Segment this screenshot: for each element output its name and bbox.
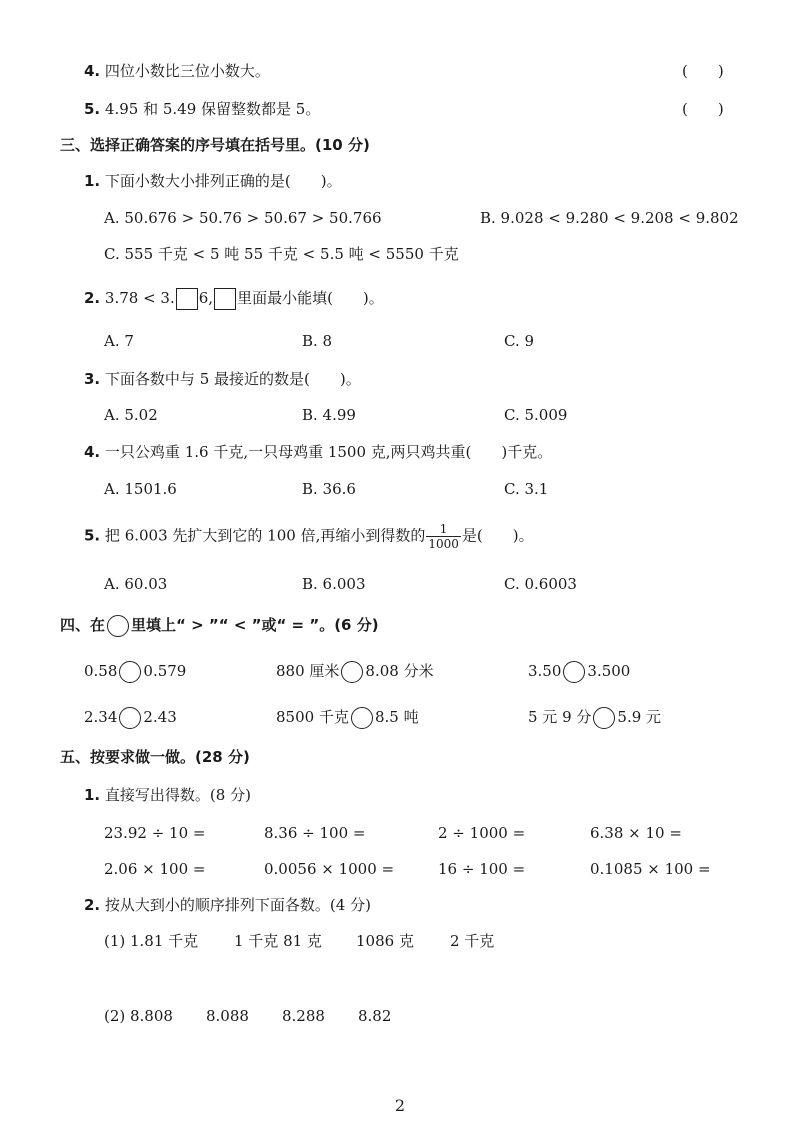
s3-q2-pre: 3.78 < 3. xyxy=(104,289,175,307)
judge-q4-text: 四位小数比三位小数大。 xyxy=(104,62,270,80)
order-item: 1.81 千克 xyxy=(130,932,199,950)
calc-item: 0.0056 × 1000 = xyxy=(264,860,395,878)
compare-right: 3.500 xyxy=(587,662,631,680)
compare-right: 2.43 xyxy=(143,708,177,726)
compare-circle[interactable] xyxy=(341,661,363,683)
calc-item: 8.36 ÷ 100 = xyxy=(264,824,366,842)
s3-q3-option-b: B. 4.99 xyxy=(302,406,356,424)
judge-q5 xyxy=(84,98,320,120)
calc-item: 2 ÷ 1000 = xyxy=(438,824,526,842)
s3-q1-text: 下面小数大小排列正确的是( )。 xyxy=(104,172,342,190)
s3-q2-number: 2. xyxy=(84,289,101,307)
judge-q5-text: 4.95 和 5.49 保留整数都是 5。 xyxy=(104,100,321,118)
blank-box[interactable] xyxy=(176,288,198,310)
judge-q4 xyxy=(84,60,270,82)
s3-q5-number: 5. xyxy=(84,526,101,545)
order-item: 8.288 xyxy=(282,1007,325,1025)
compare-circle[interactable] xyxy=(593,707,615,729)
compare-item xyxy=(276,660,434,683)
s3-q4-option-b: B. 36.6 xyxy=(302,480,356,498)
page-number: 2 xyxy=(394,1096,406,1115)
order-item: 1 千克 81 克 xyxy=(234,932,322,950)
s3-q4-option-a: A. 1501.6 xyxy=(104,480,177,498)
s5-q2 xyxy=(84,894,371,916)
s3-q3-number: 3. xyxy=(84,370,101,388)
s3-q5 xyxy=(84,522,534,551)
calc-item: 0.1085 × 100 = xyxy=(590,860,711,878)
fraction-denominator: 1000 xyxy=(428,537,459,551)
compare-right: 8.5 吨 xyxy=(374,708,419,726)
compare-right: 5.9 元 xyxy=(617,708,662,726)
calc-item: 23.92 ÷ 10 = xyxy=(104,824,206,842)
compare-circle[interactable] xyxy=(119,661,141,683)
s3-q5-option-c: C. 0.6003 xyxy=(504,575,577,593)
s3-q5-post: 是( )。 xyxy=(461,526,534,545)
s3-q1 xyxy=(84,170,342,192)
s3-q5-pre: 把 6.003 先扩大到它的 100 倍,再缩小到得数的 xyxy=(104,526,426,545)
s5-q2-number: 2. xyxy=(84,896,101,914)
compare-left: 880 厘米 xyxy=(276,662,340,680)
s5-q1 xyxy=(84,784,251,806)
compare-circle[interactable] xyxy=(351,707,373,729)
blank-box-reference xyxy=(214,288,236,310)
compare-item xyxy=(84,660,186,683)
s3-q5-option-a: A. 60.03 xyxy=(104,575,168,593)
section3-title: 三、选择正确答案的序号填在括号里。(10 分) xyxy=(60,136,370,154)
s3-q1-option-b: B. 9.028 < 9.280 < 9.208 < 9.802 xyxy=(480,209,739,227)
order-item: 1086 克 xyxy=(356,932,414,950)
order-item: 8.088 xyxy=(206,1007,249,1025)
compare-left: 2.34 xyxy=(84,708,118,726)
order-item: 8.808 xyxy=(130,1007,173,1025)
s3-q2-post: 里面最小能填( )。 xyxy=(237,289,384,307)
judge-q4-answer-parens[interactable]: ( ) xyxy=(682,62,724,80)
s3-q4-option-c: C. 3.1 xyxy=(504,480,549,498)
s5-q2-part2-label: (2) xyxy=(104,1007,126,1025)
s3-q4 xyxy=(84,441,552,463)
s3-q4-number: 4. xyxy=(84,443,101,461)
calc-item: 6.38 × 10 = xyxy=(590,824,682,842)
order-item: 2 千克 xyxy=(450,932,495,950)
s5-q1-text: 直接写出得数。(8 分) xyxy=(104,786,251,804)
compare-right: 8.08 分米 xyxy=(365,662,434,680)
s3-q3-option-c: C. 5.009 xyxy=(504,406,568,424)
fraction-numerator: 1 xyxy=(426,522,461,537)
s3-q2-option-c: C. 9 xyxy=(504,332,535,350)
section4-title-post: 里填上“ > ”“ < ”或“ = ”。(6 分) xyxy=(131,616,379,634)
calc-item: 16 ÷ 100 = xyxy=(438,860,526,878)
compare-right: 0.579 xyxy=(143,662,187,680)
circle-icon xyxy=(107,615,129,637)
compare-left: 3.50 xyxy=(528,662,562,680)
compare-left: 8500 千克 xyxy=(276,708,349,726)
judge-q4-number: 4. xyxy=(84,62,101,80)
s3-q2-option-a: A. 7 xyxy=(104,332,134,350)
s5-q2-text: 按从大到小的顺序排列下面各数。(4 分) xyxy=(104,896,371,914)
compare-circle[interactable] xyxy=(563,661,585,683)
section5-title: 五、按要求做一做。(28 分) xyxy=(60,748,250,766)
s3-q3-text: 下面各数中与 5 最接近的数是( )。 xyxy=(104,370,361,388)
compare-left: 0.58 xyxy=(84,662,118,680)
section4-title xyxy=(60,614,379,637)
compare-item xyxy=(276,706,419,729)
s5-q1-number: 1. xyxy=(84,786,101,804)
section4-title-pre: 四、在 xyxy=(60,616,106,634)
compare-item xyxy=(84,706,177,729)
order-item: 8.82 xyxy=(358,1007,392,1025)
s3-q1-option-a: A. 50.676 > 50.76 > 50.67 > 50.766 xyxy=(104,209,382,227)
s3-q5-option-b: B. 6.003 xyxy=(302,575,366,593)
s3-q2-mid: 6, xyxy=(198,289,214,307)
compare-item xyxy=(528,706,661,729)
s3-q1-option-c: C. 555 千克 < 5 吨 55 千克 < 5.5 吨 < 5550 千克 xyxy=(104,245,459,263)
s3-q2 xyxy=(84,287,384,310)
s3-q3-option-a: A. 5.02 xyxy=(104,406,158,424)
compare-item xyxy=(528,660,630,683)
s3-q2-option-b: B. 8 xyxy=(302,332,333,350)
fraction xyxy=(426,522,461,551)
judge-q5-answer-parens[interactable]: ( ) xyxy=(682,100,724,118)
calc-item: 2.06 × 100 = xyxy=(104,860,206,878)
s3-q3 xyxy=(84,368,361,390)
judge-q5-number: 5. xyxy=(84,100,101,118)
compare-circle[interactable] xyxy=(119,707,141,729)
s5-q2-part1-label: (1) xyxy=(104,932,126,950)
s3-q1-number: 1. xyxy=(84,172,101,190)
s3-q4-text: 一只公鸡重 1.6 千克,一只母鸡重 1500 克,两只鸡共重( )千克。 xyxy=(104,443,553,461)
compare-left: 5 元 9 分 xyxy=(528,708,592,726)
